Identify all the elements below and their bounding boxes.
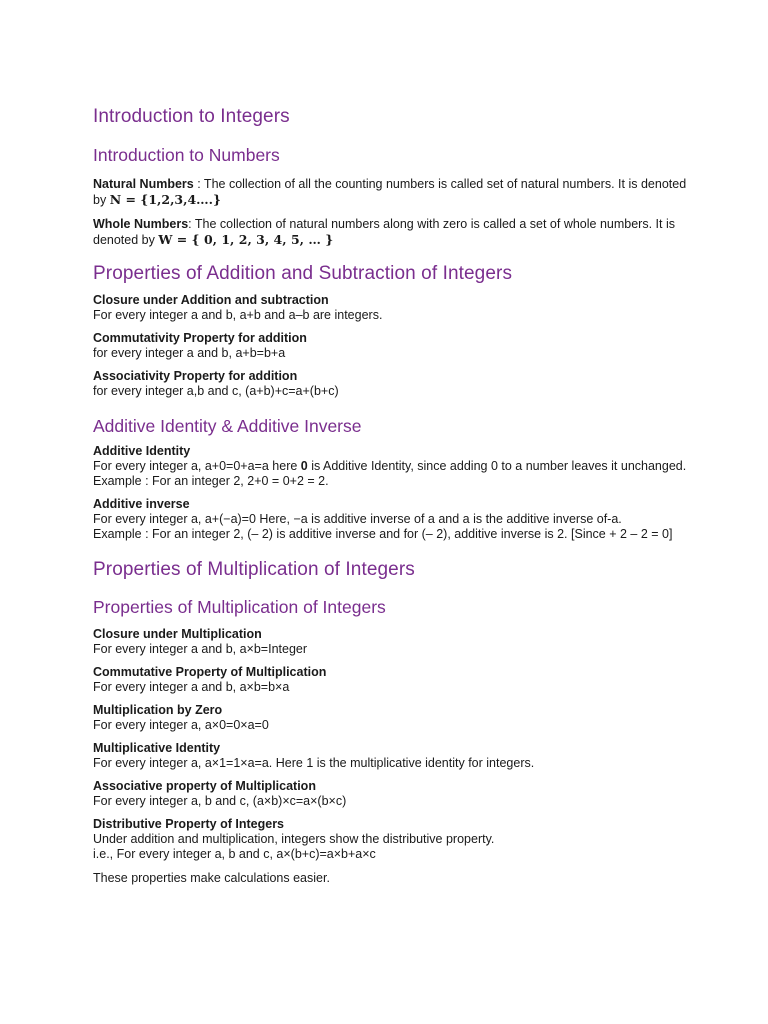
associative-multiplication-text: For every integer a, b and c, (a×b)×c=a×(b×c) [93, 794, 347, 808]
commutativity-addition-title: Commutativity Property for addition [93, 331, 307, 345]
distributive-title: Distributive Property of Integers [93, 817, 285, 831]
additive-identity-text [93, 459, 693, 474]
heading-multiplication-sub: Properties of Multiplication of Integers [93, 597, 386, 617]
associative-multiplication-block [93, 779, 693, 809]
heading-numbers: Introduction to Numbers [93, 145, 280, 165]
closure-addition-title: Closure under Addition and subtraction [93, 293, 329, 307]
natural-numbers-text: : The collection of all the counting numbers is called set of natural numbers. It is denoted by [93, 177, 687, 207]
additive-identity-title: Additive Identity [93, 444, 191, 458]
whole-numbers-set: W = { 0, 1, 2, 3, 4, 5, … } [158, 232, 334, 247]
page-title: Introduction to Integers [93, 106, 290, 127]
multiplication-zero-title: Multiplication by Zero [93, 703, 223, 717]
heading-additive-identity: Additive Identity & Additive Inverse [93, 416, 362, 436]
heading-add-sub: Properties of Addition and Subtraction of Integers [93, 263, 513, 284]
additive-identity-block [93, 444, 693, 489]
closure-multiplication-block [93, 627, 693, 657]
additive-identity-text-a: For every integer a, a+0=0+a=a here [93, 459, 301, 473]
natural-numbers-term: Natural Numbers [93, 177, 194, 191]
distributive-block [93, 817, 693, 862]
closing-sentence: These properties make calculations easier. [93, 871, 330, 885]
commutativity-addition-text: for every integer a and b, a+b=b+a [93, 346, 286, 360]
document-content [93, 104, 693, 886]
multiplicative-identity-block [93, 741, 693, 771]
distributive-line1: Under addition and multiplication, integers show the distributive property. [93, 832, 495, 846]
associativity-addition-block [93, 369, 693, 399]
closure-addition-block [93, 293, 693, 323]
additive-inverse-text: For every integer a, a+(−a)=0 Here, −a is additive inverse of a and a is the additive inverse of-a. [93, 512, 622, 526]
commutative-multiplication-text: For every integer a and b, a×b=b×a [93, 680, 290, 694]
natural-numbers-set: N = {1,2,3,4….} [109, 192, 222, 207]
commutative-multiplication-block [93, 665, 693, 695]
additive-identity-example: Example : For an integer 2, 2+0 = 0+2 = 2. [93, 474, 329, 488]
whole-numbers-paragraph [93, 217, 693, 248]
closure-multiplication-text: For every integer a and b, a×b=Integer [93, 642, 308, 656]
whole-numbers-text: : The collection of natural numbers along with zero is called a set of whole numbers. It is denoted by [93, 217, 675, 247]
additive-inverse-block [93, 497, 693, 542]
associative-multiplication-title: Associative property of Multiplication [93, 779, 316, 793]
additive-identity-text-b: is Additive Identity, since adding 0 to a number leaves it unchanged. [307, 459, 687, 473]
closure-addition-text: For every integer a and b, a+b and a–b are integers. [93, 308, 383, 322]
additive-identity-zero: 0 [300, 459, 308, 473]
multiplicative-identity-title: Multiplicative Identity [93, 741, 221, 755]
associativity-addition-text: for every integer a,b and c, (a+b)+c=a+(b+c) [93, 384, 339, 398]
whole-numbers-term: Whole Numbers [93, 217, 189, 231]
heading-multiplication-main: Properties of Multiplication of Integers [93, 559, 415, 580]
multiplication-zero-block [93, 703, 693, 733]
closure-multiplication-title: Closure under Multiplication [93, 627, 262, 641]
natural-numbers-paragraph [93, 177, 693, 208]
commutativity-addition-block [93, 331, 693, 361]
associativity-addition-title: Associativity Property for addition [93, 369, 298, 383]
additive-inverse-title: Additive inverse [93, 497, 190, 511]
additive-inverse-example: Example : For an integer 2, (– 2) is additive inverse and for (– 2), additive inverse is 2. [Since + 2 – 2 = 0] [93, 527, 673, 541]
multiplicative-identity-text: For every integer a, a×1=1×a=a. Here 1 is the multiplicative identity for integers. [93, 756, 535, 770]
distributive-line2: i.e., For every integer a, b and c, a×(b+c)=a×b+a×c [93, 847, 376, 861]
multiplication-zero-text: For every integer a, a×0=0×a=0 [93, 718, 269, 732]
commutative-multiplication-title: Commutative Property of Multiplication [93, 665, 327, 679]
